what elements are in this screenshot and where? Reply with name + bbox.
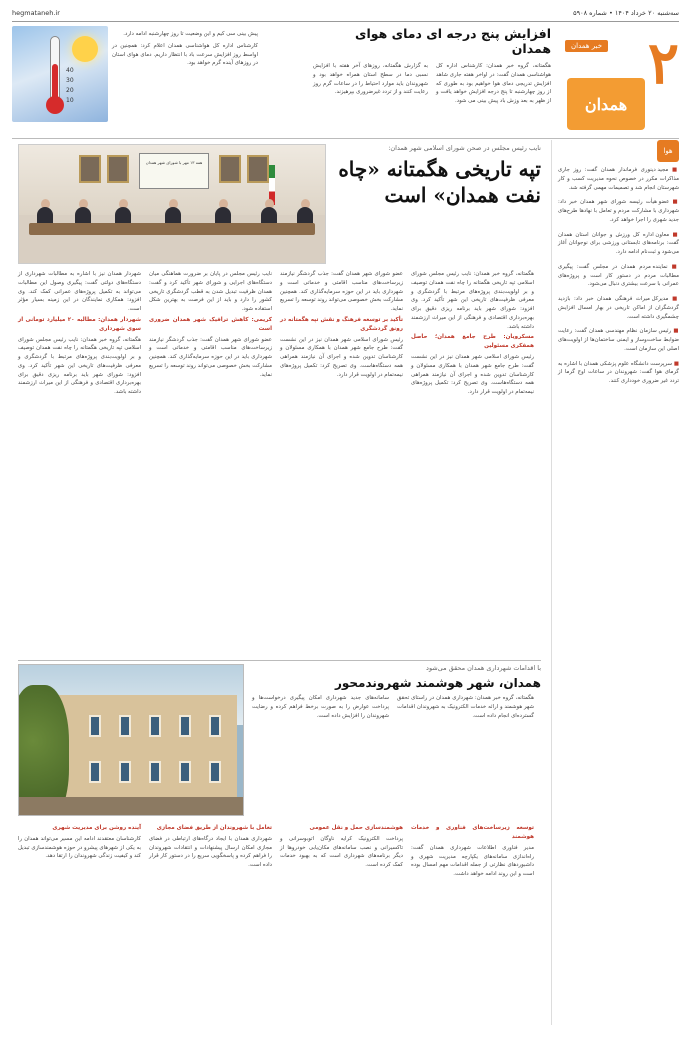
top-rule bbox=[12, 21, 679, 22]
portrait-frame bbox=[79, 155, 101, 183]
site-url[interactable]: hegmataneh.ir bbox=[12, 9, 60, 17]
bottom-col-1: توسعه زیرساخت‌های فناوری و خدمات هوشمند مدیر فناوری اطلاعات شهرداری همدان گفت: راه‌اندازی سامانه‌های یکپارچه مدیریت شهری و داشبوردهای نظارتی از جمله اقدامات مهم امسال بوده است و این روند ادامه خواهد داشت. bbox=[411, 825, 534, 878]
page-number: ۲ bbox=[647, 29, 679, 97]
weather-side-p1: پیش بینی سی کیم و این وضعیت تا روز چهارشنبه ادامه دارد. bbox=[123, 31, 258, 37]
bottom-col-4: آینده روشن برای مدیریت شهری کارشناسان معتقدند ادامه این مسیر می‌تواند همدان را به یکی از شهرهای پیشرو در حوزه هوشمندسازی تبدیل کند و کیفیت زندگی شهروندان را ارتقا دهد. bbox=[18, 825, 141, 860]
sidebar-item[interactable]: ■ عضو هیأت رئیسه شورای شهر همدان خبر داد: شهرداری با مشارکت مردم و تعامل با نهادها طرح‌های جدید شهری را اجرا خواهد کرد. bbox=[558, 199, 679, 223]
thermometer-image bbox=[12, 26, 108, 122]
sidebar-item[interactable]: ■ مجید دینوری فرماندار همدان گفت: روز جاری مذاکرات مکرر در خصوص نحوه مدیریت کسب و کار شهرستان انجام شد و تصمیمات مهمی گرفته شد. bbox=[558, 167, 679, 191]
top-story bbox=[313, 26, 551, 138]
newspaper-logo: همدان bbox=[567, 78, 645, 130]
bottom-intro-col-2: سامانه‌های جدید شهرداری امکان پیگیری درخواست‌ها و پرداخت عوارض را به صورت برخط فراهم کرده و رضایت شهروندان را افزایش داده است. bbox=[252, 695, 389, 719]
bottom-section-intro bbox=[252, 694, 534, 818]
top-story-col-2: به گزارش هگمتانه، روزهای آخر هفته با افزایش نسبی دما در سطح استان همراه خواهد بود و شهروندان باید موارد احتیاط را در ساعات گرم روز رعایت کنند و از تردد غیرضروری بپرهیزند. bbox=[313, 63, 428, 96]
meeting-screen: همه ۱۳ مهر با شورای شهر همدان bbox=[139, 153, 209, 189]
bullet-icon: ■ bbox=[669, 199, 679, 206]
main-story-kicker: نایب رئیس مجلس در صحن شورای اسلامی شهر همدان: bbox=[388, 144, 541, 152]
section-label: خبر همدان bbox=[565, 40, 608, 52]
top-story-title: افزایش پنج درجه ای دمای هوای همدان bbox=[355, 26, 551, 56]
main-col-4: شهردار همدان نیز با اشاره به مطالبات شهرداری از دستگاه‌های دولتی گفت: پیگیری وصول این مطالبات می‌تواند به تکمیل پروژه‌های عمرانی کمک کند. وی افزود: همکاری نمایندگان در این زمینه بسیار مؤثر است. شهردار همدان: مطالبه ۲۰ میلیارد تومانی از سوی شهرداری هگمتانه، گروه خبر همدان: نایب رئیس مجلس شورای اسلامی تپه تاریخی هگمتانه را چاه نفت همدان توصیف و بر اولویت‌بندی پروژه‌های مرتبط با گردشگری و معرفی ظرفیت‌های تاریخی این شهر تأکید کرد. وی افزود: شورای شهر باید برنامه ریزی دقیق برای بهره‌برداری اقتصادی و فرهنگی از این میراث ارزشمند داشته باشد. bbox=[18, 271, 141, 396]
main-story-title[interactable]: تپه تاریخی هگمتانه «چاه نفت همدان» است bbox=[338, 157, 541, 207]
portrait-frame bbox=[219, 155, 241, 183]
bottom-col-2: هوشمندسازی حمل و نقل عمومی پرداخت الکترونیک کرایه ناوگان اتوبوسرانی و تاکسیرانی و نصب سامانه‌های مکان‌یابی خودروها از دیگر برنامه‌های شهرداری است که به بهبود خدمات کمک کرده است. bbox=[280, 825, 403, 869]
bullet-icon: ■ bbox=[668, 296, 679, 302]
bullet-icon: ■ bbox=[671, 360, 679, 367]
bottom-subheading: هوشمندسازی حمل و نقل عمومی bbox=[309, 825, 403, 831]
historic-building-photo bbox=[18, 664, 244, 816]
sidebar-item[interactable]: ■ سرپرست دانشگاه علوم پزشکی همدان با اشاره به گرمای هوا گفت: شهروندان در ساعات اوج گرما از تردد غیر ضروری خودداری کنند. bbox=[558, 360, 679, 384]
main-subheading: کریمی: کاهش ترافیک شهر همدان ضروری است bbox=[149, 316, 272, 332]
bottom-subheading: آینده روشن برای مدیریت شهری bbox=[52, 825, 141, 831]
main-subheading: شهردار همدان: مطالبه ۲۰ میلیارد تومانی از سوی شهرداری bbox=[18, 316, 141, 332]
issue-info: سه‌شنبه ۲۰ خرداد ۱۴۰۴ • شماره ۵۹۰۸ bbox=[573, 9, 679, 17]
header-logo-block bbox=[559, 26, 679, 138]
main-subheading: مسکرویان: طرح جامع همدان؛ حاصل همفکری مسئولین bbox=[411, 334, 534, 350]
portrait-frame bbox=[247, 155, 269, 183]
bottom-section-title[interactable]: همدان، شهر هوشمند شهروندمحور bbox=[334, 676, 541, 690]
bottom-col-3: تعامل با شهروندان از طریق فضای مجازی شهرداری همدان با ایجاد درگاه‌های ارتباطی در فضای مجازی امکان ارسال پیشنهادات و انتقادات شهروندان را فراهم کرده و پاسخگویی سریع را در دستور کار قرار داده است. bbox=[149, 825, 272, 869]
weather-side-p2: کارشناس اداره کل هواشناسی همدان اعلام کرد: همچنین در اواسط روز افزایش سرعت باد با انتظار داریم. دمای هوای استان در روزهای آینده گرم خواهد بود. bbox=[112, 42, 258, 67]
meeting-table bbox=[29, 223, 315, 235]
weather-side-story bbox=[112, 30, 258, 130]
thermometer-scale: 40 30 20 10 bbox=[66, 67, 74, 104]
sidebar-item[interactable]: ■ نماینده مردم همدان در مجلس گفت: پیگیری مطالبات مردم در دستور کار است و پروژه‌های عمرانی با سرعت بیشتری دنبال می‌شود. bbox=[558, 263, 679, 288]
portrait-frame bbox=[107, 155, 129, 183]
bottom-subheading: تعامل با شهروندان از طریق فضای مجازی bbox=[156, 825, 272, 831]
bullet-icon: ■ bbox=[668, 167, 679, 173]
top-story-col-1: هگمتانه، گروه خبر همدان: کارشناس اداره کل هواشناسی همدان گفت: در اواخر هفته جاری شاهد افزایش تدریجی دمای هوا خواهیم بود به طوری که از روز چهارشنبه تا پنج درجه افزایش خواهد یافت و از ظهر به بعد وزش باد پیش بینی می شود. bbox=[436, 63, 551, 104]
sidebar-item[interactable]: ■ مدیرکل میراث فرهنگی همدان خبر داد: بازدید گردشگران از اماکن تاریخی در بهار امسال افزایش چشمگیری داشته است. bbox=[558, 296, 679, 320]
bullet-icon: ■ bbox=[671, 328, 679, 335]
weather-badge-icon: هوا bbox=[657, 140, 679, 162]
bullet-icon: ■ bbox=[669, 231, 679, 238]
header-divider bbox=[12, 138, 679, 139]
section-divider bbox=[18, 660, 541, 661]
sidebar-item[interactable]: ■ معاون اداره کل ورزش و جوانان استان همدان گفت: برنامه‌های تابستانی ورزشی برای نوجوانان آغاز می‌شود و ثبت‌نام ادامه دارد. bbox=[558, 231, 679, 255]
top-strip bbox=[12, 6, 679, 20]
bottom-subheading: توسعه زیرساخت‌های فناوری و خدمات هوشمند bbox=[411, 825, 534, 840]
main-subheading: تأکید بر توسعه فرهنگ و نقش تپه هگمتانه در رونق گردشگری bbox=[280, 316, 403, 332]
bottom-section-body bbox=[18, 822, 534, 1026]
main-col-3: نایب رئیس مجلس در پایان بر ضرورت هماهنگی میان دستگاه‌های اجرایی و شورای شهر تأکید کرد و گفت: همدان ظرفیت تبدیل شدن به قطب گردشگری تاریخی کشور را دارد و باید از این فرصت به بهترین شکل استفاده شود. کریمی: کاهش ترافیک شهر همدان ضروری است عضو شورای شهر همدان گفت: جذب گردشگر نیازمند زیرساخت‌های مناسب اقامتی و خدماتی است و شهرداری باید در این حوزه سرمایه‌گذاری کند. همچنین مشارکت بخش خصوصی می‌تواند روند توسعه را تسریع نماید. bbox=[149, 271, 272, 378]
sidebar-item[interactable]: ■ رئیس سازمان نظام مهندسی همدان گفت: رعایت ضوابط ساخت‌وساز و ایمنی ساختمان‌ها از اولویت‌های اصلی این سازمان است. bbox=[558, 328, 679, 352]
news-sidebar bbox=[551, 140, 679, 1025]
main-col-2: عضو شورای شهر همدان گفت: جذب گردشگر نیازمند زیرساخت‌های مناسب اقامتی و خدماتی است و شهرداری باید در این حوزه سرمایه‌گذاری کند. همچنین مشارکت بخش خصوصی می‌تواند روند توسعه را تسریع نماید. تأکید بر توسعه فرهنگ و نقش تپه هگمتانه در رونق گردشگری رئیس شورای اسلامی شهر همدان نیز در این نشست گفت: طرح جامع شهر همدان با همکاری مسئولان و کارشناسان تدوین شده و اجرای آن نیازمند همراهی همه دستگاه‌هاست. وی تصریح کرد: تکمیل پروژه‌های نیمه‌تمام در اولویت قرار دارد. bbox=[280, 271, 403, 378]
sun-icon bbox=[72, 36, 98, 62]
main-story-body bbox=[18, 270, 534, 658]
bottom-intro-col-1: هگمتانه، گروه خبر همدان: شهرداری همدان در راستای تحقق شهر هوشمند و ارائه خدمات الکترونیک به شهروندان اقدامات گسترده‌ای انجام داده است. bbox=[397, 695, 534, 719]
bullet-icon: ■ bbox=[667, 263, 679, 270]
meeting-photo bbox=[18, 144, 326, 264]
main-col-1: هگمتانه، گروه خبر همدان: نایب رئیس مجلس شورای اسلامی تپه تاریخی هگمتانه را چاه نفت همدان توصیف و بر اولویت‌بندی پروژه‌های مرتبط با گردشگری و معرفی ظرفیت‌های تاریخی این شهر تأکید کرد. وی افزود: شورای شهر باید برنامه ریزی دقیق برای بهره‌برداری اقتصادی و فرهنگی از این میراث ارزشمند داشته باشد. مسکرویان: طرح جامع همدان؛ حاصل همفکری مسئولین رئیس شورای اسلامی شهر همدان نیز در این نشست گفت: طرح جامع شهر همدان با همکاری مسئولان و کارشناسان تدوین شده و اجرای آن نیازمند همراهی همه دستگاه‌هاست. وی تصریح کرد: تکمیل پروژه‌های نیمه‌تمام در اولویت قرار دارد. bbox=[411, 271, 534, 396]
bottom-section-kicker: با اقدامات شهرداری همدان محقق می‌شود bbox=[426, 664, 541, 672]
thermometer-bulb bbox=[46, 96, 64, 114]
